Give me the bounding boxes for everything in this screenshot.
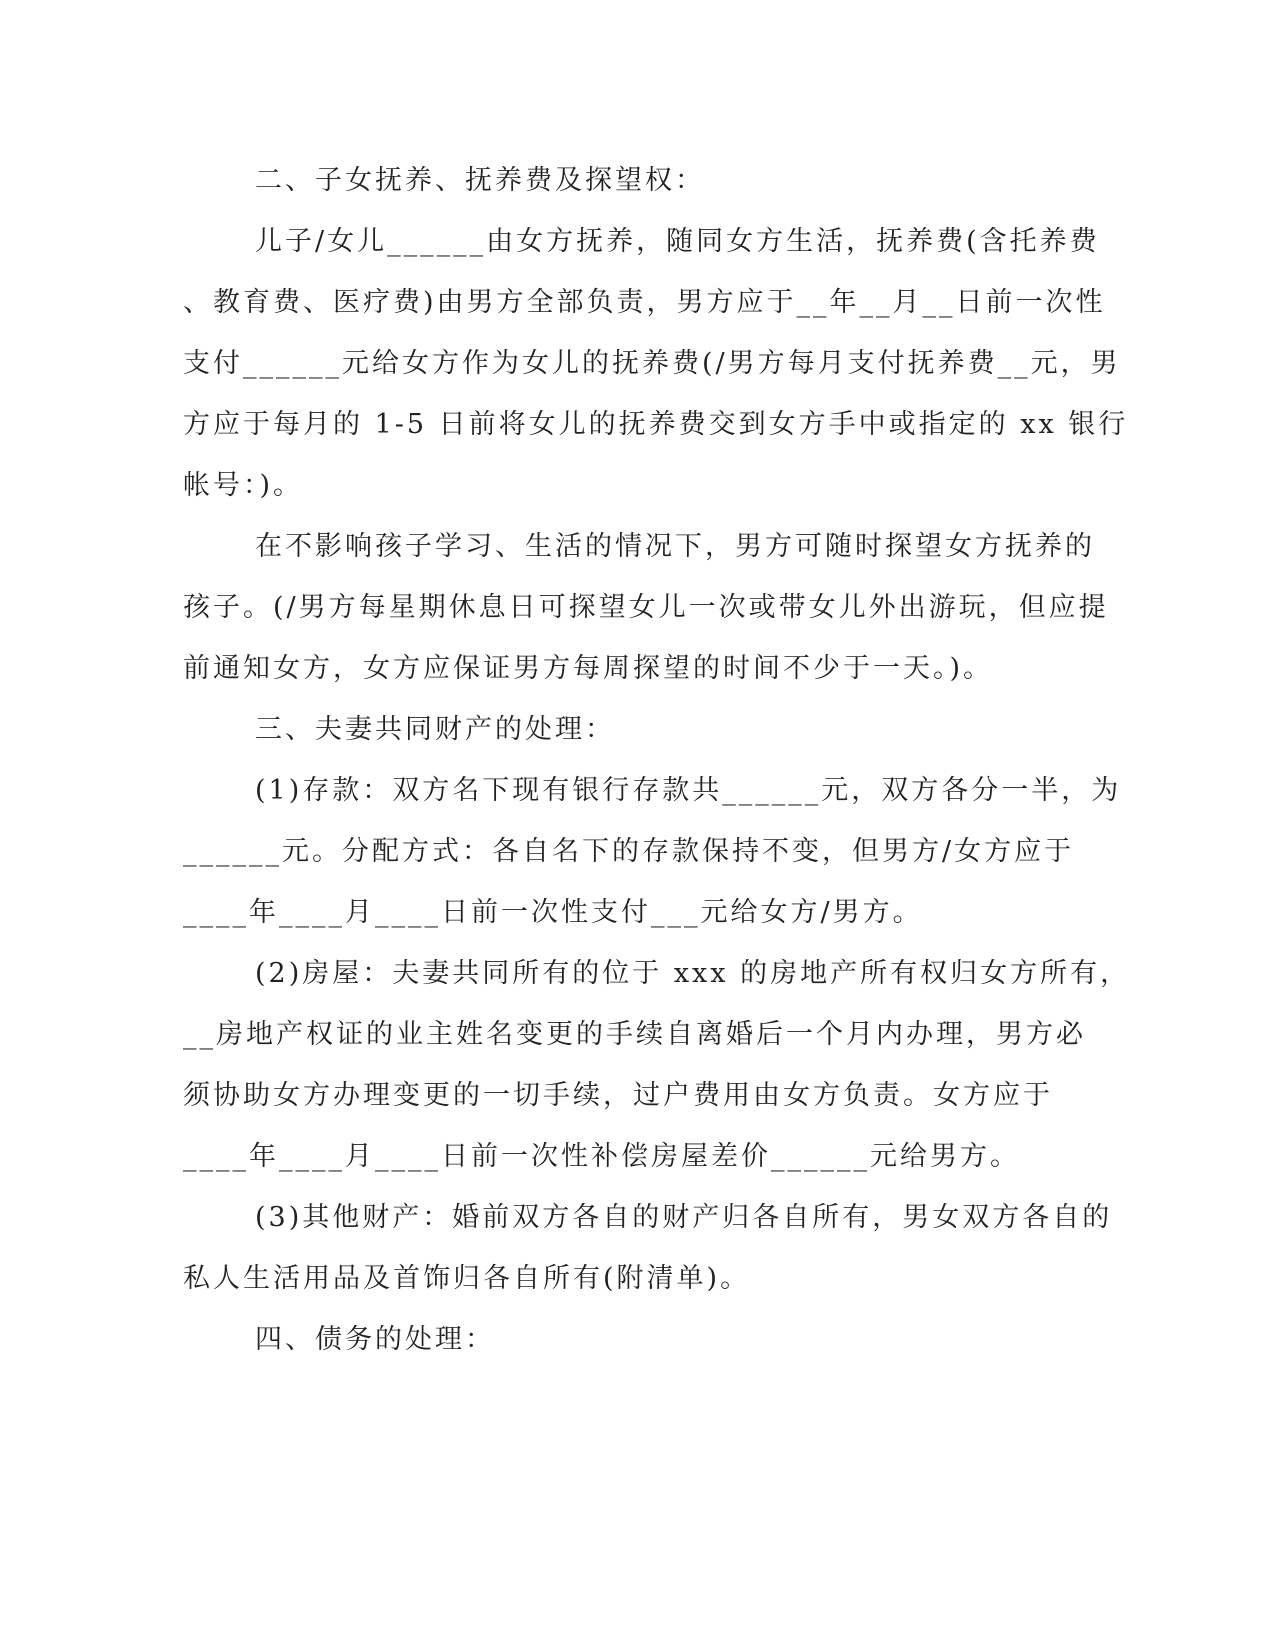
paragraph-line: 、教育费、医疗费)由男方全部负责，男方应于__年__月__日前一次性 bbox=[183, 287, 1106, 318]
section-heading-child-custody: 二、子女抚养、抚养费及探望权： bbox=[255, 165, 705, 196]
paragraph-line: 方应于每月的 1-5 日前将女儿的抚养费交到女方手中或指定的 xx 银行 bbox=[183, 409, 1129, 440]
paragraph-line: 帐号：)。 bbox=[183, 470, 304, 501]
section-heading-debts: 四、债务的处理： bbox=[255, 1324, 495, 1355]
paragraph-line: ______元。分配方式：各自名下的存款保持不变，但男方/女方应于 bbox=[183, 836, 1075, 867]
paragraph-line: 前通知女方，女方应保证男方每周探望的时间不少于一天。)。 bbox=[183, 653, 994, 684]
paragraph-line: (1)存款：双方名下现有银行存款共______元，双方各分一半，为 bbox=[255, 775, 1122, 806]
paragraph-line: 私人生活用品及首饰归各自所有(附清单)。 bbox=[183, 1263, 751, 1294]
document-body bbox=[183, 150, 1131, 1370]
paragraph-line: (2)房屋：夫妻共同所有的位于 xxx 的房地产所有权归女方所有， bbox=[255, 958, 1131, 989]
paragraph-line: 在不影响孩子学习、生活的情况下，男方可随时探望女方抚养的 bbox=[255, 531, 1095, 562]
paragraph-line: __房地产权证的业主姓名变更的手续自离婚后一个月内办理，男方必 bbox=[183, 1019, 1086, 1050]
paragraph-line: (3)其他财产：婚前双方各自的财产归各自所有，男女双方各自的 bbox=[255, 1202, 1113, 1233]
paragraph-line: ____年____月____日前一次性支付___元给女方/男方。 bbox=[183, 897, 923, 928]
section-heading-joint-property: 三、夫妻共同财产的处理： bbox=[255, 714, 615, 745]
paragraph-line: 须协助女方办理变更的一切手续，过户费用由女方负责。女方应于 bbox=[183, 1080, 1053, 1111]
paragraph-line: ____年____月____日前一次性补偿房屋差价______元给男方。 bbox=[183, 1141, 1020, 1172]
paragraph-line: 孩子。(/男方每星期休息日可探望女儿一次或带女儿外出游玩，但应提 bbox=[183, 592, 1109, 623]
paragraph-line: 支付______元给女方作为女儿的抚养费(/男方每月支付抚养费__元，男 bbox=[183, 348, 1121, 379]
paragraph-line: 儿子/女儿______由女方抚养，随同女方生活，抚养费(含托养费 bbox=[255, 226, 1100, 257]
